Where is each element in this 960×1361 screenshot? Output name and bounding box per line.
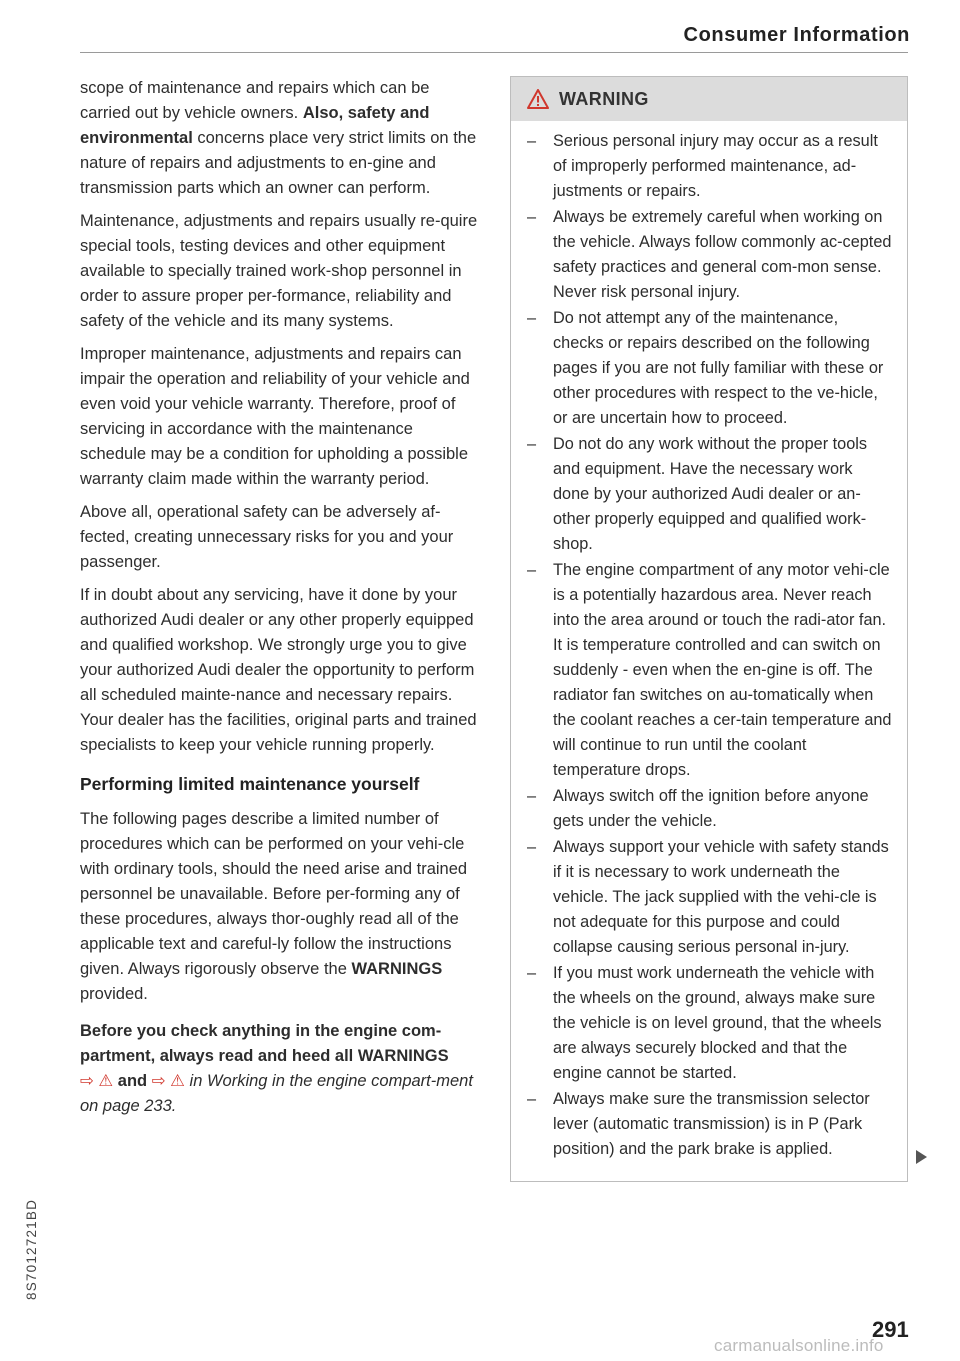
- warning-item-text: Always be extremely careful when working on the vehicle. Always follow commonly ac-cepted safety practices and general com-mon sense. Never risk personal injury.: [553, 208, 892, 301]
- paragraph-6: [80, 807, 480, 1007]
- left-column: [80, 76, 480, 1127]
- paragraph-1-text-b: concerns place very strict limits on the nature of repairs and adjustments to en-gine and transmission parts which an owner can perform.: [80, 129, 477, 197]
- list-dash: –: [527, 838, 537, 856]
- paragraph-1-text-a: scope of maintenance and repairs which can be carried out by vehicle owners.: [80, 79, 430, 122]
- warning-triangle-icon-2[interactable]: ⚠: [170, 1072, 185, 1090]
- list-dash: –: [527, 208, 537, 226]
- warning-triangle-icon[interactable]: ⚠: [98, 1072, 114, 1090]
- page-number: 291: [872, 1317, 909, 1342]
- paragraph-1: [80, 76, 480, 201]
- warning-item: [527, 784, 893, 834]
- warning-item: [527, 129, 893, 204]
- warning-item: [527, 432, 893, 557]
- warning-item-text: If you must work underneath the vehicle with the wheels on the ground, always make sure the vehicle is on level ground, that the wheels are always securely blocked and that the engine cannot be started.: [553, 964, 882, 1082]
- document-code: 8S7012721BD: [24, 1198, 39, 1300]
- warning-item: [527, 306, 893, 431]
- paragraph-7-bold: Before you check anything in the engine com-partment, always read and heed all WARNINGS: [80, 1022, 449, 1065]
- paragraph-1-bold: Also, safety and environmental: [80, 104, 430, 147]
- list-dash: –: [527, 309, 537, 327]
- watermark: carmanualsonline.info: [714, 1336, 884, 1355]
- warning-item: [527, 1087, 893, 1162]
- warning-item-text: Always make sure the transmission selector lever (automatic transmission) is in P (Park position) and the park brake is applied.: [553, 1090, 870, 1158]
- warning-triangle-icon: [527, 89, 549, 109]
- warning-item: [527, 961, 893, 1086]
- section-heading: Performing limited maintenance yourself: [80, 774, 420, 794]
- reference-arrow-icon[interactable]: ⇨: [80, 1072, 94, 1090]
- list-dash: –: [527, 132, 537, 150]
- list-dash: –: [527, 561, 537, 579]
- paragraph-4: Above all, operational safety can be adversely af-fected, creating unnecessary risks for you and your passenger.: [80, 503, 454, 571]
- warning-header: [511, 77, 907, 121]
- paragraph-2: Maintenance, adjustments and repairs usually re-quire special tools, testing devices and other equipment available to specially trained work-shop personnel in order to assure proper per-formance, reliability and safety of the vehicle and its many systems.: [80, 212, 478, 330]
- list-dash: –: [527, 787, 537, 805]
- list-dash: –: [527, 964, 537, 982]
- paragraph-6-bold: WARNINGS: [351, 960, 443, 978]
- paragraph-5: If in doubt about any servicing, have it done by your authorized Audi dealer or any other properly equipped and qualified workshop. We strongly urge you to give your authorized Audi dealer the opportunity to perform all scheduled mainte-nance and necessary repairs. Your dealer has the facilities, original parts and trained specialists to keep your vehicle running properly.: [80, 586, 477, 754]
- warning-item-text: Serious personal injury may occur as a result of improperly performed maintenance, ad-justments or repairs.: [553, 132, 878, 200]
- paragraph-7-and: and: [113, 1072, 152, 1090]
- warning-box: [510, 76, 908, 1182]
- list-dash: –: [527, 435, 537, 453]
- page-header-title: Consumer Information: [683, 24, 910, 46]
- continue-arrow-icon[interactable]: [916, 1150, 927, 1164]
- warning-item-text: Do not do any work without the proper tools and equipment. Have the necessary work done by your authorized Audi dealer or an-other properly equipped and qualified work-shop.: [553, 435, 868, 553]
- paragraph-6-text-a: The following pages describe a limited number of procedures which can be performed on your vehi-cle with ordinary tools, should the need arise and trained personnel be unavailable. Before per-forming any of these procedures, always thor-oughly read all of the applicable text and careful-ly follow the instructions given. Always rigorously observe the: [80, 810, 468, 978]
- warning-item-text: The engine compartment of any motor vehi-cle is a potentially hazardous area. Never reach into the area around or touch the radi-ator fan. It is temperature controlled and can switch on suddenly - even when the en-gine is off. The radiator fan switches on au-tomatically when the coolant reaches a cer-tain temperature and will continue to run until the coolant temperature drops.: [553, 561, 892, 779]
- paragraph-7: [80, 1019, 480, 1119]
- warning-item: [527, 558, 893, 783]
- paragraph-7-reference[interactable]: in Working in the engine compart-ment on page 233.: [80, 1072, 473, 1115]
- warning-item-text: Always switch off the ignition before anyone gets under the vehicle.: [553, 787, 869, 830]
- warning-item-text: Do not attempt any of the maintenance, checks or repairs described on the following pages if you are not fully familiar with these or other procedures with respect to the ve-hicle, or are uncertain how to proceed.: [553, 309, 884, 427]
- reference-arrow-icon-2[interactable]: ⇨: [151, 1072, 166, 1090]
- warning-item-text: Always support your vehicle with safety stands if it is necessary to work underneath the vehicle. The jack supplied with the vehi-cle is not adequate for this purpose and could collapse causing serious personal in-jury.: [553, 838, 889, 956]
- warning-list: [511, 121, 907, 1162]
- warning-title: WARNING: [559, 88, 649, 109]
- warning-item: [527, 205, 893, 305]
- header-divider: [80, 52, 908, 53]
- paragraph-3: Improper maintenance, adjustments and repairs can impair the operation and reliability of your vehicle and even void your vehicle warranty. Therefore, proof of servicing in accordance with the maintenance schedule may be a condition for upholding a possible warranty claim made within the warranty period.: [80, 345, 470, 488]
- warning-item: [527, 835, 893, 960]
- list-dash: –: [527, 1090, 537, 1108]
- paragraph-6-text-b: provided.: [80, 985, 148, 1003]
